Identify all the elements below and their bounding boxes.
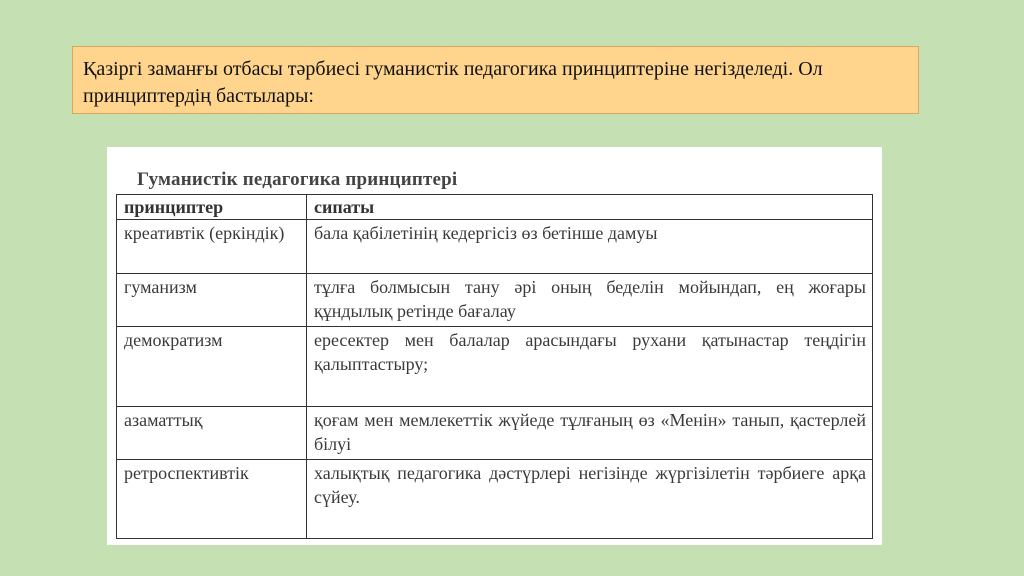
table-row: [117, 274, 873, 327]
description-cell: халықтық педагогика дәстүрлері негізінде жүргізілетін тәрбиеге арқа сүйеу.: [307, 460, 873, 539]
table-row: [117, 327, 873, 407]
column-header-principles: принциптер: [117, 195, 307, 220]
intro-text: Қазіргі заманғы отбасы тәрбиесі гуманистік педагогика принциптеріне негізделеді. Ол принциптердің бастылары:: [83, 58, 823, 107]
table-row: [117, 407, 873, 460]
principle-cell: креативтік (еркіндік): [117, 220, 307, 274]
table-title: Гуманистік педагогика принциптері: [137, 169, 458, 190]
principle-cell: гуманизм: [117, 274, 307, 327]
description-cell: тұлға болмысын тану әрі оның беделін мойындап, ең жоғары құндылық ретінде бағалау: [307, 274, 873, 327]
principles-table-image: [107, 147, 882, 545]
table-header-row: [117, 195, 873, 220]
principle-cell: демократизм: [117, 327, 307, 407]
description-cell: бала қабілетінің кедергісіз өз бетінше дамуы: [307, 220, 873, 274]
principle-cell: ретроспективтік: [117, 460, 307, 539]
column-header-description: сипаты: [307, 195, 873, 220]
principle-cell: азаматтық: [117, 407, 307, 460]
description-cell: ересектер мен балалар арасындағы рухани қатынастар теңдігін қалыптастыру;: [307, 327, 873, 407]
principles-table: [116, 194, 873, 539]
description-cell: қоғам мен мемлекеттік жүйеде тұлғаның өз «Менін» танып, қастерлей білуі: [307, 407, 873, 460]
table-row: [117, 220, 873, 274]
table-row: [117, 460, 873, 539]
intro-text-box: [72, 46, 919, 114]
